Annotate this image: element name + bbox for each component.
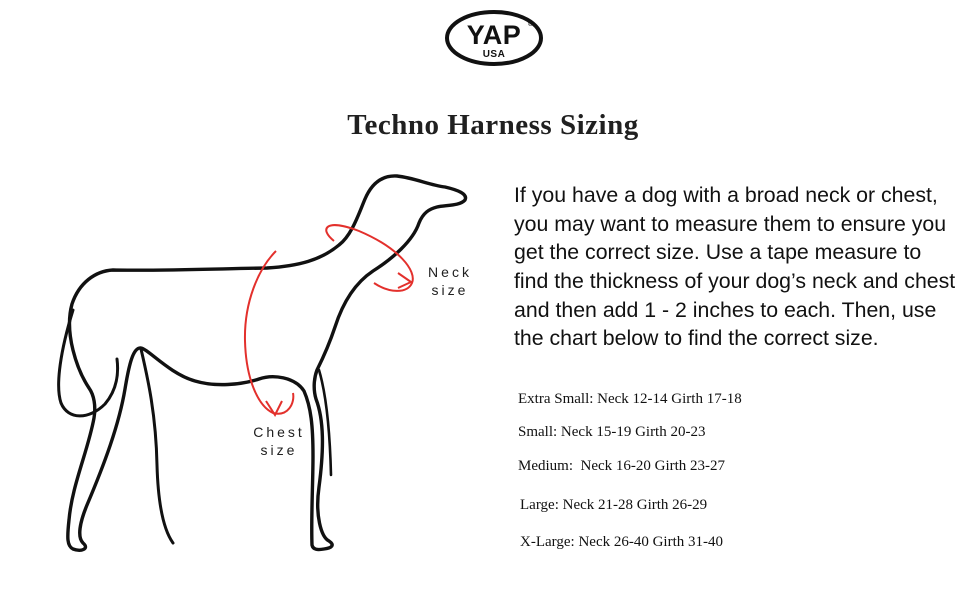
sizing-instructions: If you have a dog with a broad neck or chest, you may want to measure them to ensure you get the correct size. Use a tape measure to find the thickness of your dog’s neck and chest and then add 1 - 2 inches to each. Then, use the chart below to find the correct size. bbox=[514, 183, 956, 351]
yap-usa-logo bbox=[444, 9, 544, 67]
size-row-extra-small: Extra Small: Neck 12-14 Girth 17-18 bbox=[518, 391, 742, 407]
neck-size-label: Neck size bbox=[428, 264, 472, 298]
chest-size-label: Chest size bbox=[253, 424, 305, 458]
dog-measurement-illustration bbox=[37, 165, 492, 560]
logo-subtitle: USA bbox=[482, 49, 506, 60]
dog-outline-drawing bbox=[37, 165, 492, 560]
dog-tail bbox=[59, 310, 118, 416]
size-row-x-large: X-Large: Neck 26-40 Girth 31-40 bbox=[520, 534, 723, 550]
dog-inner-leg bbox=[141, 349, 173, 543]
size-row-medium: Medium: Neck 16-20 Girth 23-27 bbox=[518, 458, 726, 474]
logo-wordmark: YAP bbox=[466, 20, 522, 50]
page-title: Techno Harness Sizing bbox=[347, 109, 639, 142]
size-row-large: Large: Neck 21-28 Girth 26-29 bbox=[520, 497, 708, 513]
registered-mark: ® bbox=[528, 21, 534, 28]
dog-outline bbox=[68, 176, 466, 550]
chest-measure-loop bbox=[245, 251, 293, 414]
size-row-small: Small: Neck 15-19 Girth 20-23 bbox=[518, 424, 706, 440]
neck-measure-loop bbox=[326, 225, 413, 291]
